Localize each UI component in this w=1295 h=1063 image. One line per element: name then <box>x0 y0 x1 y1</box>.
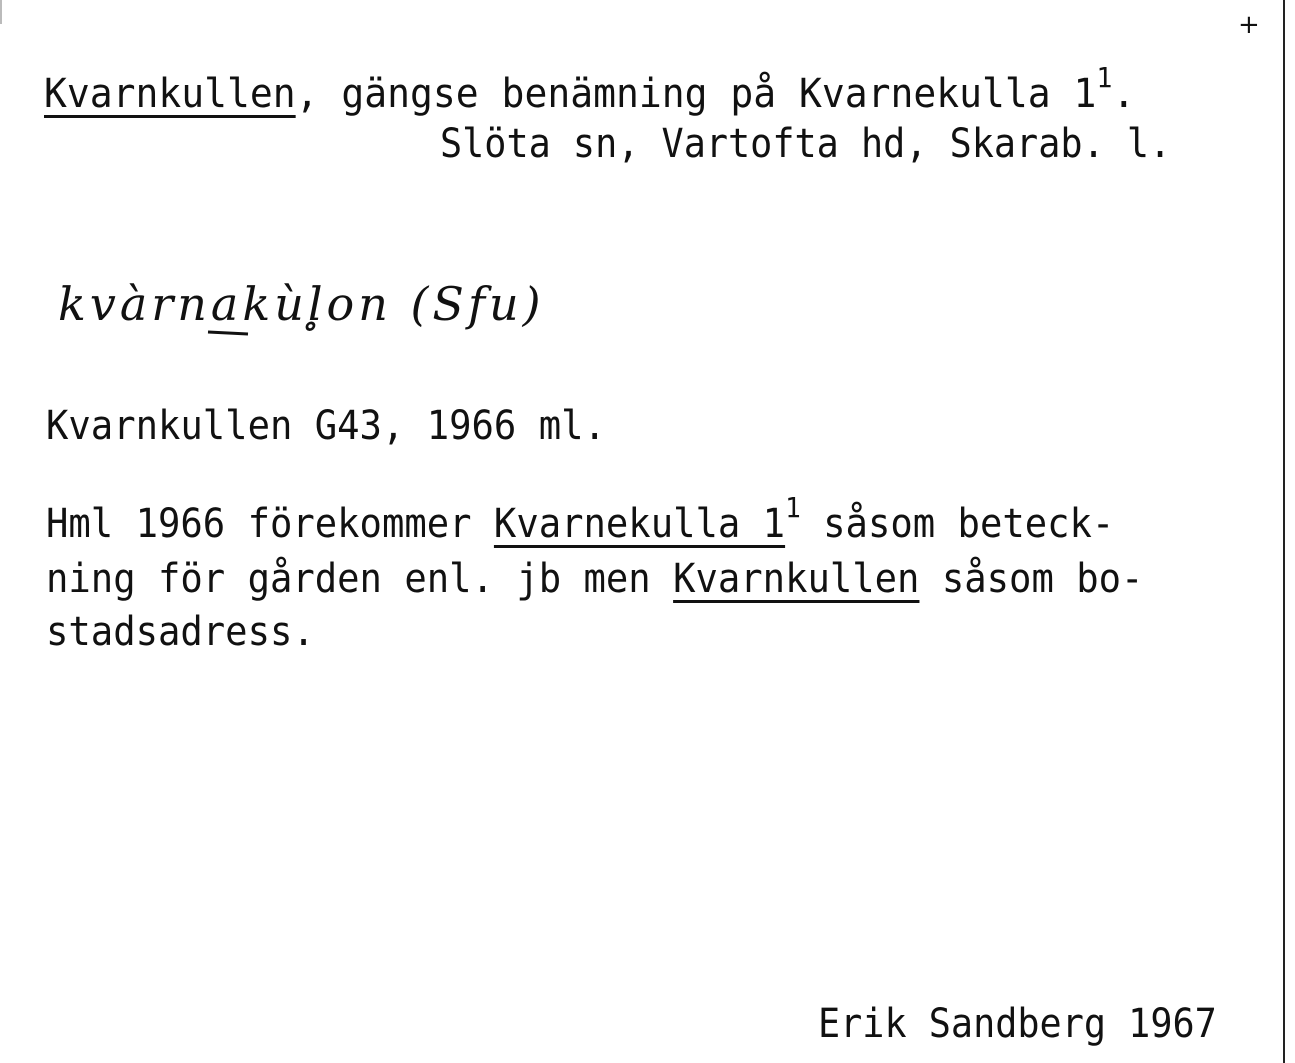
heading-line <box>44 61 1136 118</box>
heading-rest: , gängse benämning på Kvarnekulla 1 <box>295 71 1097 117</box>
note-line-1-pre: Hml 1966 förekommer <box>46 501 494 547</box>
handwritten-pronunciation-text: kvàrnakùl̥on (Sfu) <box>58 277 545 331</box>
note-line-2-underlined: Kvarnkullen <box>673 556 920 602</box>
record-line: Kvarnkullen G43, 1966 ml. <box>46 403 606 449</box>
note-line-1 <box>46 491 1115 548</box>
note-line-2 <box>46 555 1143 603</box>
heading-end: . <box>1112 71 1136 117</box>
location-line: Slöta sn, Vartofta hd, Skarab. l. <box>440 121 1172 167</box>
signature-line: Erik Sandberg 1967 <box>818 1001 1217 1047</box>
note-line-2-pre: ning för gården enl. jb men <box>46 556 674 602</box>
handwritten-pronunciation-drawing <box>58 240 878 350</box>
note-line-1-underlined: Kvarnekulla 1 <box>493 501 786 547</box>
handwritten-pronunciation <box>58 240 878 354</box>
heading-superscript: 1 <box>1096 61 1113 94</box>
note-line-2-post: såsom bo- <box>919 556 1144 602</box>
corner-plus-mark: + <box>1238 10 1260 40</box>
card-left-edge-mark <box>0 0 2 24</box>
card-right-edge <box>1283 0 1285 1063</box>
note-line-3: stadsadress. <box>46 609 315 655</box>
note-line-1-post: såsom beteck- <box>800 501 1115 547</box>
heading-name: Kvarnkullen <box>44 71 296 117</box>
note-line-1-superscript: 1 <box>785 491 801 524</box>
handwritten-underline <box>208 332 248 334</box>
